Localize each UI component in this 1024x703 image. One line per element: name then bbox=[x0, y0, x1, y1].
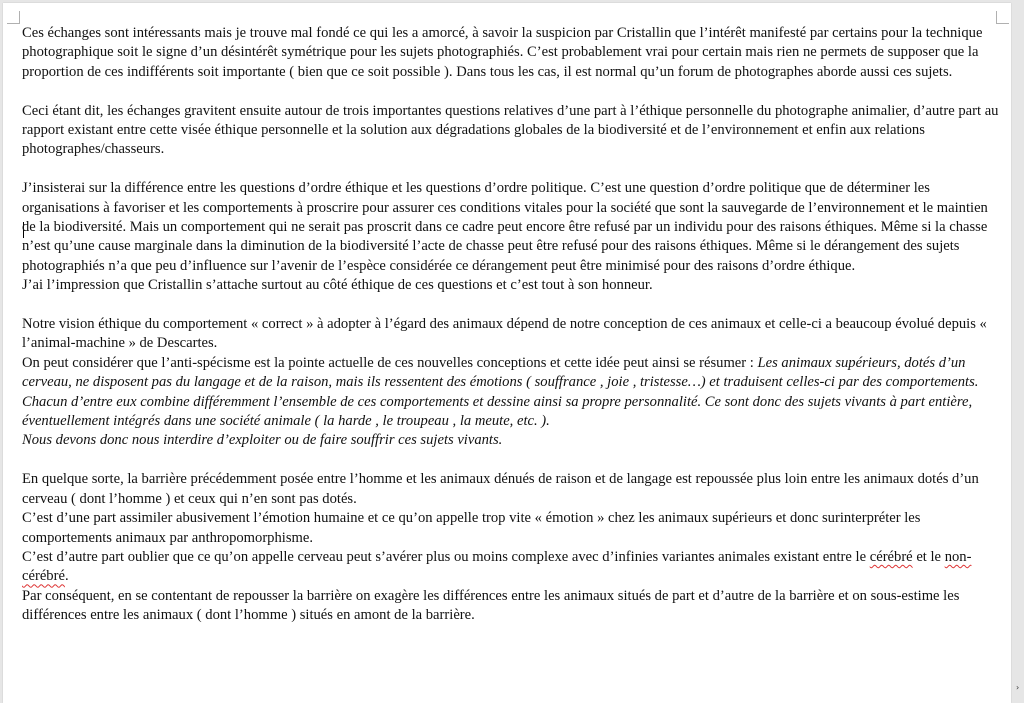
paragraph-ethics-politics: J’insisterai sur la différence entre les questions d’ordre éthique et les questions d’ordre politique. C’est une question d’ordre politique que de déterminer les organisations à favoriser et les comportements à proscrire pour assurer ces conditions vitales pour la société que sont la sauvegarde de l’environnement et le maintien de la biodiversité. Mais un comportement qui ne serait pas proscrit dans ce cadre peut encore être refusé par un individu pour des raisons éthiques. Même si la chasse n’est qu’une cause marginale dans la diminution de la biodiversité l’acte de chasse peut être refusé pour des raisons éthiques. Même si le dérangement des sujets photographiés n’a que peu d’influence sur l’avenir de l’espèce considérée ce dérangement peut être minimisé pour des raisons d’ordre éthique. bbox=[22, 180, 988, 274]
brain-text-a: C’est d’autre part oublier que ce qu’on appelle cerveau peut s’avérer plus ou moins complexe avec d’infinies variantes animales existant entre le bbox=[22, 548, 870, 565]
misspelled-word-cerebre[interactable]: cérébré bbox=[869, 548, 913, 565]
antispecism-intro: On peut considérer que l’anti-spécisme est la pointe actuelle de ces nouvelles conceptions et cette idée peut ainsi se résumer : bbox=[22, 354, 758, 371]
paragraph-brain bbox=[22, 548, 1002, 587]
paragraph-barrier: En quelque sorte, la barrière précédemment posée entre l’homme et les animaux dénués de raison et de langage est repoussée plus loin entre les animaux dotés d’un cerveau ( dont l’homme ) et ceux qui n’en sont pas dotés. bbox=[22, 471, 979, 507]
conclusion-italic: Nous devons donc nous interdire d’exploiter ou de faire souffrir ces sujets vivants. bbox=[22, 432, 503, 449]
text-boundary-corner-right bbox=[996, 11, 1009, 24]
antispecism-summary: Les animaux supérieurs, dotés d’un cerveau, ne disposent pas du langage et de la raison, mais ils ressentent des émotions ( souffrance , joie , tristesse…) et traduisent celles-ci par des comportements. Chacun d’entre eux combine différemment l’ensemble de ces comportements et dessine ainsi sa propre personnalité. Ce sont donc des sujets vivants à part entière, éventuellement intégrés dans une société animale ( la harde , le troupeau , la meute, etc. ). bbox=[22, 354, 979, 430]
paragraph-vision: Notre vision éthique du comportement « correct » à adopter à l’égard des animaux dépend de notre conception de ces animaux et celle-ci a beaucoup évolué depuis « l’animal-machine » de Descartes. bbox=[22, 316, 987, 352]
document-body[interactable] bbox=[22, 24, 1002, 626]
document-page[interactable] bbox=[3, 3, 1011, 703]
paragraph-conclusion-italic bbox=[22, 431, 1002, 450]
paragraph-cristallin: J’ai l’impression que Cristallin s’attache surtout au côté éthique de ces questions et c’est tout à son honneur. bbox=[22, 277, 653, 294]
misspelled-word-non-cerebre[interactable]: non-cérébré bbox=[22, 548, 972, 585]
text-boundary-corner-left bbox=[7, 11, 20, 24]
paragraph-consequence: Par conséquent, en se contentant de repousser la barrière on exagère les différences entre les animaux situés de part et d’autre de la barrière et on sous-estime les différences entre les animaux ( dont l’homme ) situés en amont de la barrière. bbox=[22, 587, 960, 624]
paragraph-antispecism bbox=[22, 354, 1002, 432]
paragraph-questions: Ceci étant dit, les échanges gravitent ensuite autour de trois importantes questions relatives d’une part à l’éthique personnelle du photographe animalier, d’autre part au rapport existant entre cette visée éthique personnelle et la solution aux dégradations globales de la biodiversité et de l’environnement et enfin aux relations photographes/chasseurs. bbox=[22, 102, 999, 158]
paragraph-emotion: C’est d’une part assimiler abusivement l’émotion humaine et ce qu’on appelle trop vite « émotion » chez les animaux supérieurs et donc surinterpréter les comportements animaux par anthropomorphisme. bbox=[22, 510, 921, 546]
brain-text-c: . bbox=[64, 568, 69, 585]
brain-text-b: et le bbox=[912, 548, 945, 565]
resize-grip-icon: › bbox=[1016, 683, 1020, 692]
paragraph-intro: Ces échanges sont intéressants mais je trouve mal fondé ce qui les a amorcé, à savoir la suspicion par Cristallin que l’intérêt manifesté par certains pour la technique photographique soit le signe d’un désintérêt symétrique pour les sujets photographiés. C’est probablement vrai pour certain mais rien ne permets de supposer que la proportion de ces indifférents soit importante ( bien que ce soit possible ). Dans tous les cas, il est normal qu’un forum de photographes aborde aussi ces sujets. bbox=[22, 25, 983, 80]
